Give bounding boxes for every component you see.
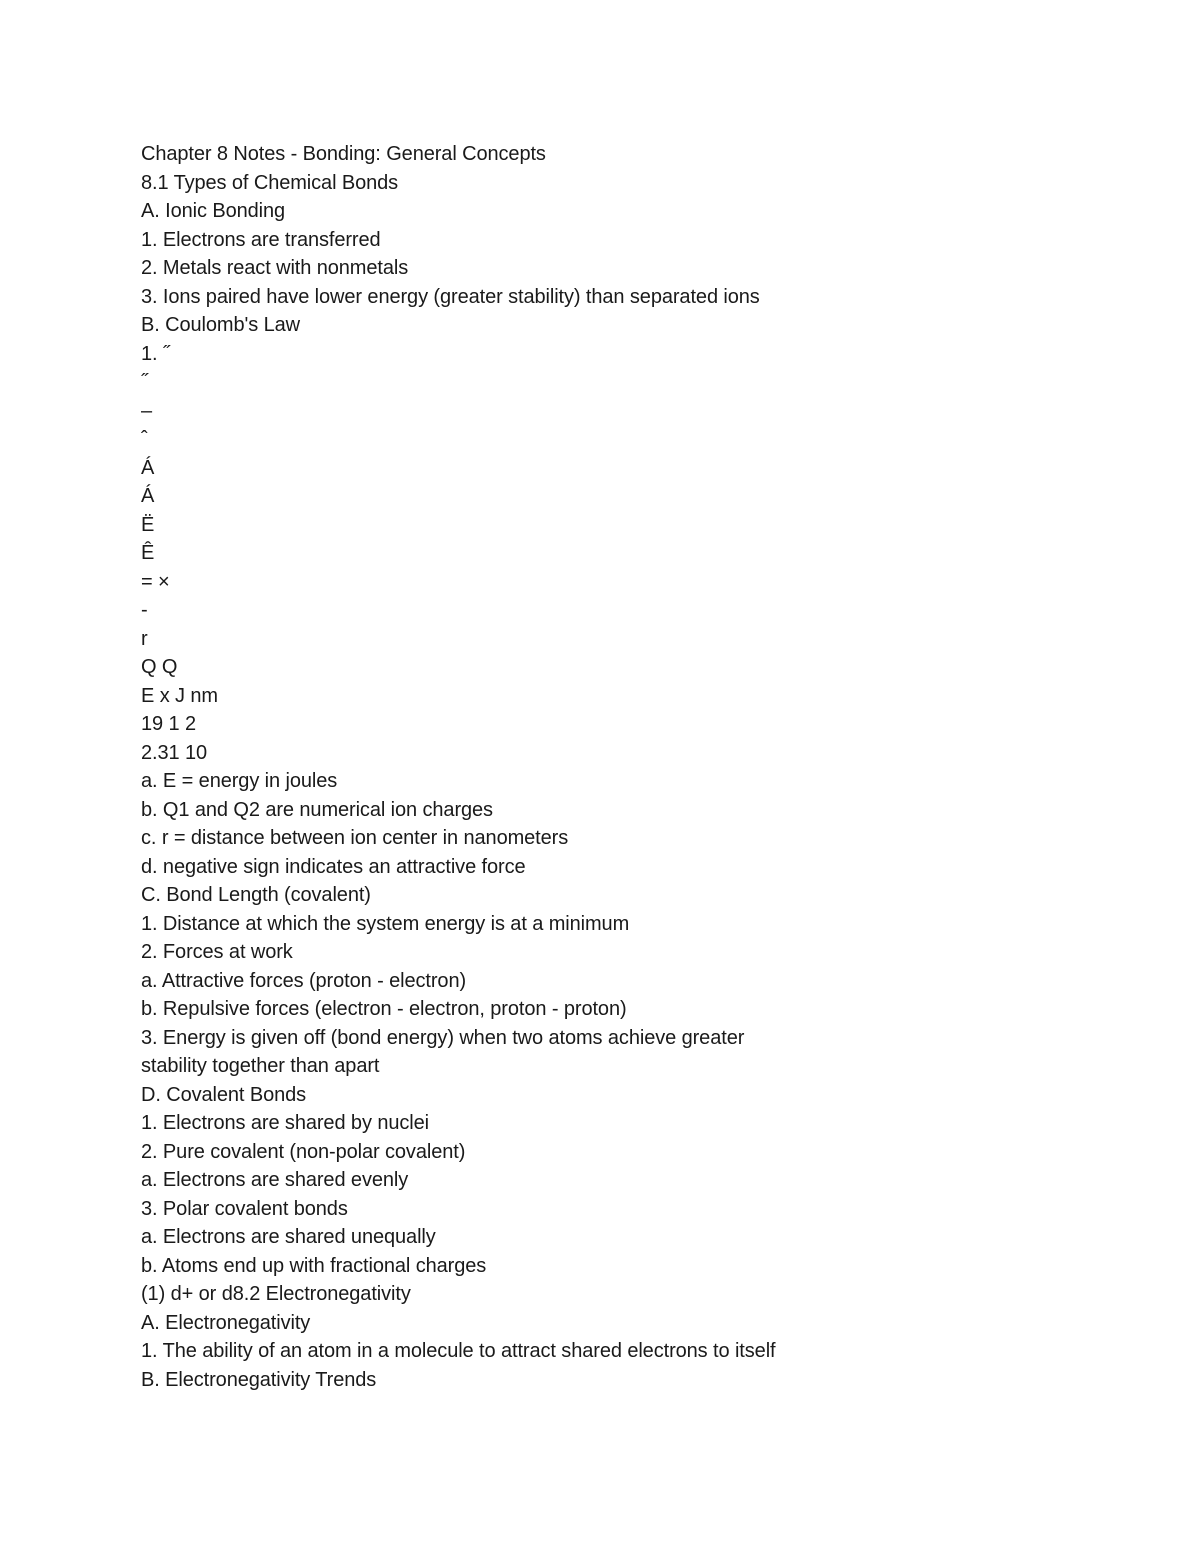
text-line: d. negative sign indicates an attractive force — [141, 855, 526, 878]
text-line: 1. Distance at which the system energy is at a minimum — [141, 912, 630, 935]
text-line: b. Repulsive forces (electron - electron, proton - proton) — [141, 998, 627, 1020]
text-line: b. Q1 and Q2 are numerical ion charges — [141, 798, 493, 821]
text-line: B. Electronegativity Trends — [141, 1368, 377, 1391]
text-line: 2. Forces at work — [141, 941, 293, 963]
text-line: Chapter 8 Notes - Bonding: General Concepts — [141, 143, 546, 165]
text-line: 2.31 10 — [141, 741, 208, 764]
text-line: = × — [141, 570, 170, 593]
text-line: A. Electronegativity — [141, 1311, 311, 1334]
text-line: B. Coulomb's Law — [141, 314, 300, 336]
text-line: Á — [141, 456, 155, 479]
text-line: 8.1 Types of Chemical Bonds — [141, 171, 399, 194]
text-line: Q Q — [141, 656, 178, 678]
text-line: Á — [141, 485, 155, 507]
text-line: 1. ˝ — [141, 342, 170, 365]
text-line: 19 1 2 — [141, 713, 197, 735]
text-line: c. r = distance between ion center in nanometers — [141, 827, 569, 849]
text-line: 3. Ions paired have lower energy (greater stability) than separated ions — [141, 285, 760, 308]
text-line: Ê — [141, 542, 155, 564]
text-line: a. Electrons are shared evenly — [141, 1169, 409, 1191]
text-line: 3. Polar covalent bonds — [141, 1197, 348, 1220]
text-line: 1. The ability of an atom in a molecule to attract shared electrons to itself — [141, 1340, 776, 1362]
text-line: 3. Energy is given off (bond energy) when two atoms achieve greater — [141, 1026, 745, 1049]
text-line: – — [141, 399, 153, 422]
text-line: 2. Metals react with nonmetals — [141, 257, 409, 279]
text-line: a. E = energy in joules — [141, 770, 338, 792]
text-line: (1) d+ or d8.2 Electronegativity — [141, 1283, 411, 1305]
text-line: A. Ionic Bonding — [141, 200, 286, 222]
text-line: stability together than apart — [141, 1055, 380, 1077]
text-line: ˆ — [141, 428, 148, 450]
text-line: a. Electrons are shared unequally — [141, 1226, 436, 1248]
notes-text-block — [141, 140, 1041, 1394]
text-line: C. Bond Length (covalent) — [141, 884, 371, 906]
text-line: a. Attractive forces (proton - electron) — [141, 969, 467, 992]
text-line: 1. Electrons are shared by nuclei — [141, 1112, 429, 1134]
text-line: ˝ — [141, 371, 148, 393]
text-line: E x J nm — [141, 684, 218, 707]
text-line: D. Covalent Bonds — [141, 1083, 307, 1106]
text-line: r — [141, 627, 148, 650]
text-line: Ë — [141, 513, 155, 536]
text-line: 2. Pure covalent (non-polar covalent) — [141, 1140, 466, 1163]
text-line: b. Atoms end up with fractional charges — [141, 1254, 487, 1277]
text-line: 1. Electrons are transferred — [141, 228, 381, 251]
text-line: - — [141, 599, 148, 621]
